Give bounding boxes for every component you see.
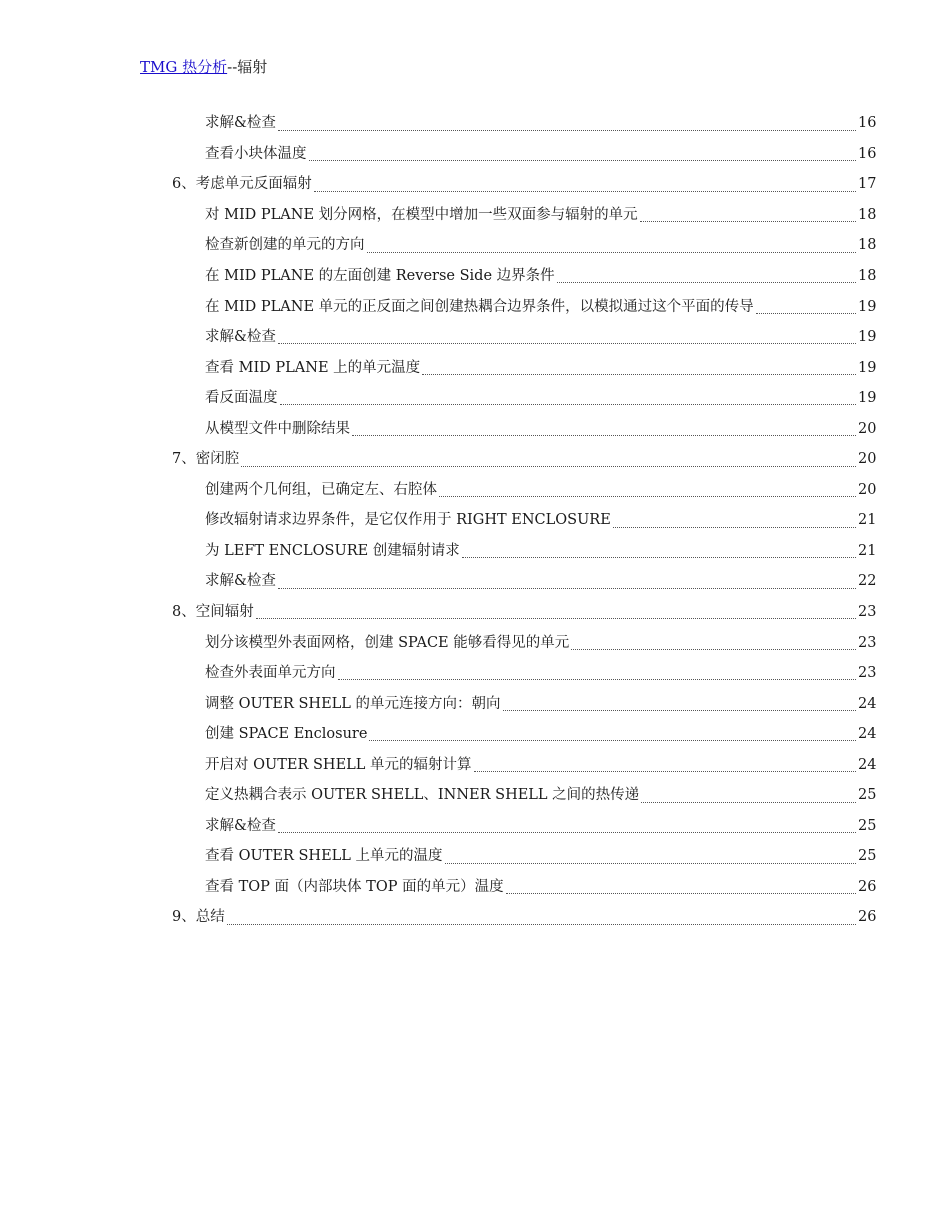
toc-section-entry[interactable] [0,383,950,414]
toc-entry-title: 查看 OUTER SHELL 上单元的温度 [205,848,443,865]
dot-leader [506,892,856,894]
toc-page-number: 26 [858,909,877,926]
toc-section-entry[interactable] [0,475,950,506]
dot-leader [278,831,856,833]
toc-page-number: 24 [858,726,877,743]
dot-leader [557,281,856,283]
header-link[interactable]: TMG 热分析 [140,58,228,76]
dot-leader [278,342,856,344]
toc-section-entry[interactable] [0,352,950,383]
toc-section-entry[interactable] [0,688,950,719]
toc-entry-title: 检查新创建的单元的方向 [205,237,365,254]
toc-page-number: 16 [858,145,877,162]
toc-page-number: 24 [858,695,877,712]
table-of-contents [0,108,950,933]
toc-entry-title: 对 MID PLANE 划分网格，在模型中增加一些双面参与辐射的单元 [205,206,638,223]
dot-leader [314,190,856,192]
dot-leader [367,251,857,253]
toc-entry-title: 7、密闭腔 [172,451,240,468]
dot-leader [352,434,856,436]
toc-page-number: 19 [858,298,877,315]
dot-leader [445,862,856,864]
toc-page-number: 16 [858,115,877,132]
toc-page-number: 19 [858,359,877,376]
toc-page-number: 23 [858,634,877,651]
toc-entry-title: 调整 OUTER SHELL 的单元连接方向：朝向 [205,695,501,712]
dot-leader [256,617,856,619]
toc-entry-title: 在 MID PLANE 的左面创建 Reverse Side 边界条件 [205,268,555,284]
dot-leader [503,709,856,711]
toc-section-entry[interactable] [0,505,950,536]
toc-page-number: 23 [858,665,877,682]
toc-page-number: 20 [858,420,877,437]
dot-leader [280,403,857,405]
dot-leader [422,373,856,375]
toc-section-entry[interactable] [0,658,950,689]
toc-section-entry[interactable] [0,627,950,658]
dot-leader [756,312,856,314]
toc-entry-title: 6、考虑单元反面辐射 [172,176,312,193]
toc-section-entry[interactable] [0,108,950,139]
dot-leader [474,770,856,772]
dot-leader [640,220,856,222]
dot-leader [439,495,856,497]
toc-section-entry[interactable] [0,139,950,170]
toc-section-entry[interactable] [0,841,950,872]
toc-section-entry[interactable] [0,413,950,444]
toc-entry-title: 查看小块体温度 [205,145,307,162]
toc-section-entry[interactable] [0,811,950,842]
header-separator: -- [227,58,238,76]
toc-page-number: 19 [858,390,877,407]
toc-entry-title: 在 MID PLANE 单元的正反面之间创建热耦合边界条件，以模拟通过这个平面的传导 [205,298,754,315]
toc-page-number: 18 [858,268,877,284]
toc-page-number: 26 [858,878,877,895]
toc-page-number: 18 [858,237,877,254]
dot-leader [227,923,856,925]
toc-section-entry[interactable] [0,566,950,597]
toc-entry-title: 定义热耦合表示 OUTER SHELL、INNER SHELL 之间的热传递 [205,787,640,804]
toc-entry-title: 开启对 OUTER SHELL 单元的辐射计算 [205,756,472,773]
toc-page-number: 22 [858,573,877,590]
dot-leader [641,801,856,803]
dot-leader [338,678,857,680]
toc-entry-title: 求解&检查 [205,329,276,346]
toc-entry-title: 从模型文件中删除结果 [205,420,350,437]
header-section: 辐射 [237,58,268,76]
toc-entry-title: 8、空间辐射 [172,604,254,621]
toc-page-number: 21 [858,512,877,529]
toc-section-entry[interactable] [0,719,950,750]
page-header [140,57,267,77]
dot-leader [369,739,856,741]
dot-leader [462,556,856,558]
toc-chapter-entry[interactable] [0,597,950,628]
toc-page-number: 23 [858,604,877,621]
toc-page-number: 19 [858,329,877,346]
toc-entry-title: 创建两个几何组，已确定左、右腔体 [205,481,437,498]
toc-entry-title: 看反面温度 [205,390,278,407]
toc-section-entry[interactable] [0,749,950,780]
toc-page-number: 25 [858,787,877,804]
toc-entry-title: 求解&检查 [205,817,276,834]
toc-entry-title: 为 LEFT ENCLOSURE 创建辐射请求 [205,542,460,559]
dot-leader [571,648,856,650]
toc-page-number: 24 [858,756,877,773]
toc-chapter-entry[interactable] [0,902,950,933]
toc-entry-title: 检查外表面单元方向 [205,665,336,682]
toc-entry-title: 修改辐射请求边界条件，是它仅作用于 RIGHT ENCLOSURE [205,512,611,529]
toc-entry-title: 求解&检查 [205,573,276,590]
toc-page-number: 25 [858,817,877,834]
toc-entry-title: 查看 MID PLANE 上的单元温度 [205,359,421,376]
dot-leader [241,465,856,467]
toc-page-number: 20 [858,481,877,498]
dot-leader [613,526,856,528]
dot-leader [309,159,857,161]
toc-entry-title: 求解&检查 [205,115,276,132]
toc-page-number: 17 [858,176,877,193]
toc-page-number: 20 [858,451,877,468]
toc-page-number: 21 [858,542,877,559]
toc-entry-title: 创建 SPACE Enclosure [205,726,368,743]
toc-chapter-entry[interactable] [0,169,950,200]
toc-section-entry[interactable] [0,230,950,261]
dot-leader [278,587,856,589]
toc-section-entry[interactable] [0,322,950,353]
dot-leader [278,129,856,131]
toc-section-entry[interactable] [0,872,950,903]
toc-section-entry[interactable] [0,780,950,811]
toc-section-entry[interactable] [0,200,950,231]
toc-page-number: 25 [858,848,877,865]
toc-section-entry[interactable] [0,291,950,322]
toc-page-number: 18 [858,206,877,223]
toc-entry-title: 查看 TOP 面（内部块体 TOP 面的单元）温度 [205,878,504,895]
toc-section-entry[interactable] [0,261,950,292]
toc-entry-title: 9、总结 [172,909,225,926]
toc-chapter-entry[interactable] [0,444,950,475]
toc-section-entry[interactable] [0,536,950,567]
toc-entry-title: 划分该模型外表面网格，创建 SPACE 能够看得见的单元 [205,634,570,651]
